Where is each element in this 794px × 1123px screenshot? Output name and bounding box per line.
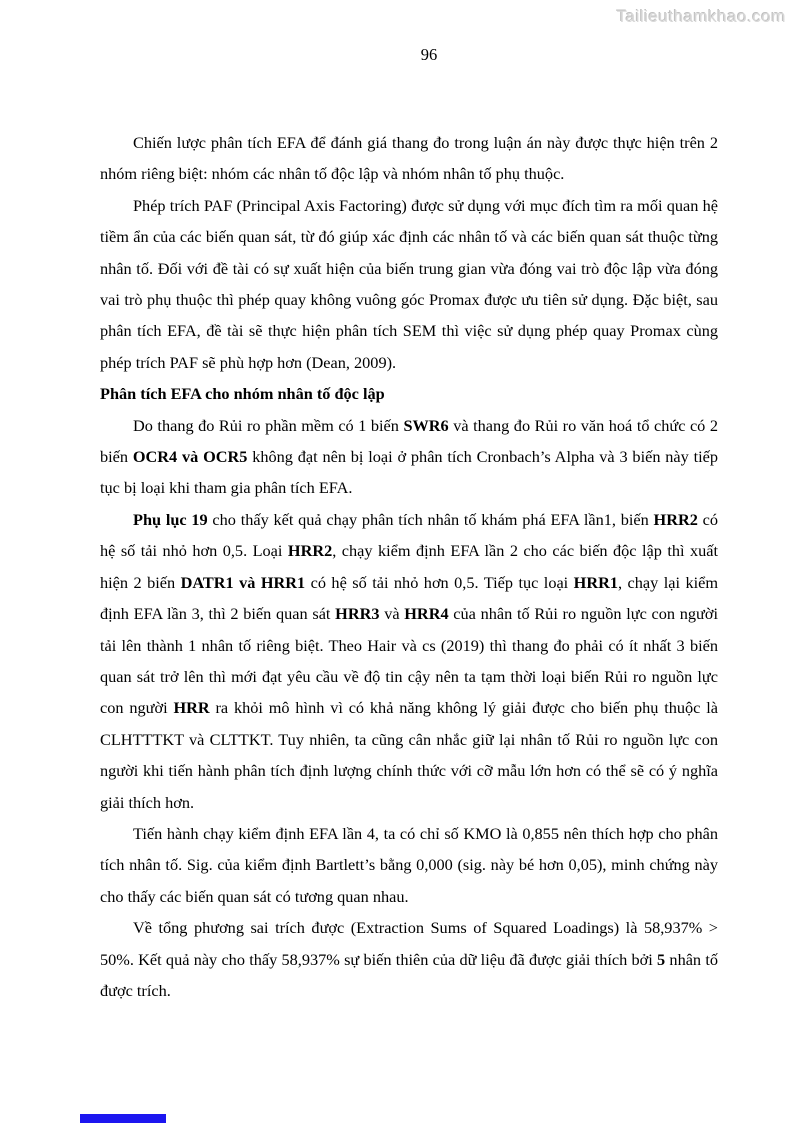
paragraph: Phép trích PAF (Principal Axis Factoring) được sử dụng với mục đích tìm ra mối quan hệ tiềm ẩn của các biến quan sát, từ đó giúp xác định các nhân tố và các biến quan sát thuộc từng nhân tố. Đối với đề tài có sự xuất hiện của biến trung gian vừa đóng vai trò độc lập vừa đóng vai trò phụ thuộc thì phép quay không vuông góc Promax được ưu tiên sử dụng. Đặc biệt, sau phân tích EFA, đề tài sẽ thực hiện phân tích SEM thì việc sử dụng phép quay Promax cùng phép trích PAF sẽ phù hợp hơn (Dean, 2009). [100,195,718,372]
paragraph: Chiến lược phân tích EFA để đánh giá thang đo trong luận án này được thực hiện trên 2 nhóm riêng biệt: nhóm các nhân tố độc lập và nhóm nhân tố phụ thuộc. [100,133,718,184]
watermark: Tailieuthamkhao.com [616,7,786,26]
paragraph: Về tổng phương sai trích được (Extraction Sums of Squared Loadings) là 58,937% > 50%. Kết quả này cho thấy 58,937% sự biến thiên của dữ liệu đã được giải thích bởi 5 nhân tố được trích. [100,918,718,1000]
page-number: 96 [420,45,438,64]
paragraph: Phụ lục 19 cho thấy kết quả chạy phân tích nhân tố khám phá EFA lần1, biến HRR2 có hệ số tải nhỏ hơn 0,5. Loại HRR2, chạy kiểm định EFA lần 2 cho các biến độc lập thì xuất hiện 2 biến DATR1 và HRR1 có hệ số tải nhỏ hơn 0,5. Tiếp tục loại HRR1, chạy lại kiểm định EFA lần 3, thì 2 biến quan sát HRR3 và HRR4 của nhân tố Rủi ro nguồn lực con người tải lên thành 1 nhân tố riêng biệt. Theo Hair và cs (2019) thì thang đo phải có ít nhất 3 biến quan sát trở lên thì mới đạt yêu cầu về độ tin cậy nên ta tạm thời loại biến Rủi ro nguồn lực con người HRR ra khỏi mô hình vì có khả năng không lý giải được cho biến phụ thuộc là CLHTTTKT và CLTTKT. Tuy nhiên, ta cũng cân nhắc giữ lại nhân tố Rủi ro nguồn lực con người khi tiến hành phân tích định lượng chính thức với cỡ mẫu lớn hơn có thể sẽ có ý nghĩa giải thích hơn. [100,509,719,812]
section-heading: Phân tích EFA cho nhóm nhân tố độc lập [100,384,385,404]
footer-accent-bar [80,1114,166,1123]
document-body [100,127,718,1006]
paragraph: Tiến hành chạy kiểm định EFA lần 4, ta có chỉ số KMO là 0,855 nên thích hợp cho phân tích nhân tố. Sig. của kiểm định Bartlett’s bằng 0,000 (sig. này bé hơn 0,05), minh chứng này cho thấy các biến quan sát có tương quan nhau. [100,823,718,906]
paragraph: Do thang đo Rủi ro phần mềm có 1 biến SWR6 và thang đo Rủi ro văn hoá tổ chức có 2 biến OCR4 và OCR5 không đạt nên bị loại ở phân tích Cronbach’s Alpha và 3 biến này tiếp tục bị loại khi tham gia phân tích EFA. [100,415,719,498]
